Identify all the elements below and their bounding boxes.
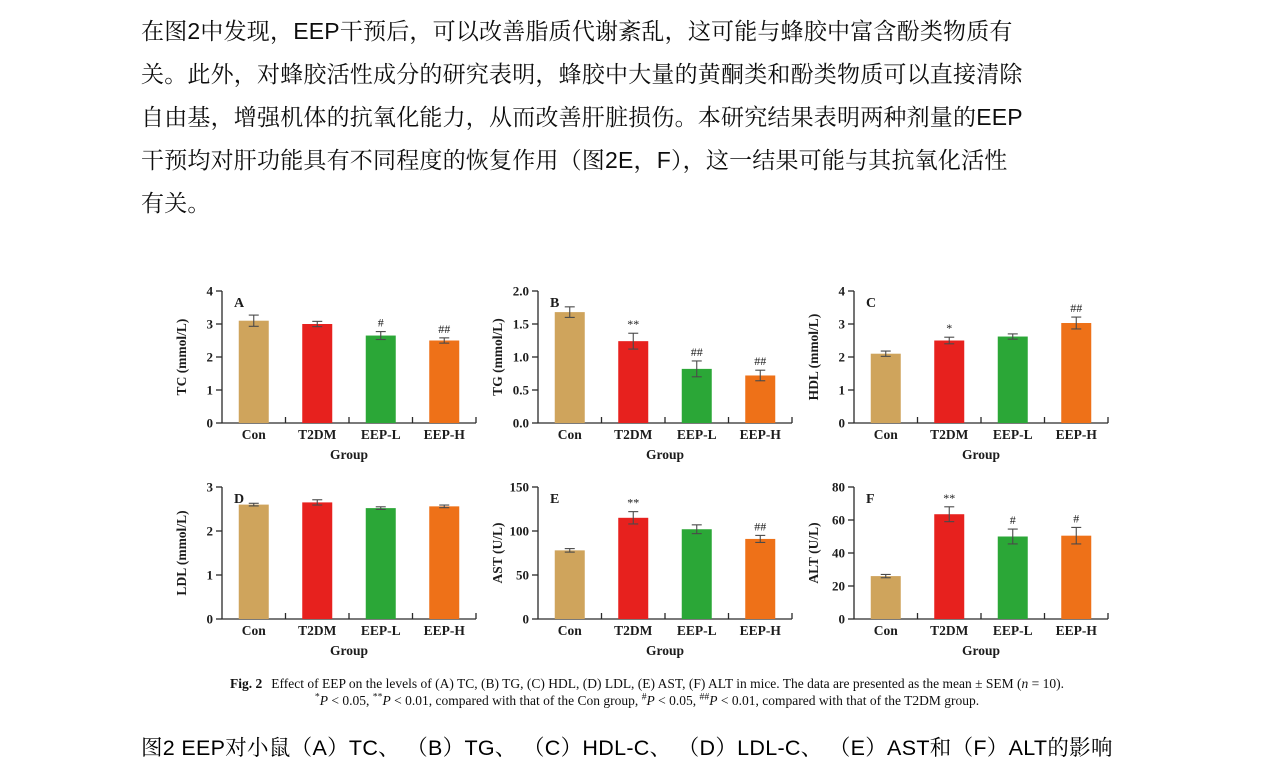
svg-text:Con: Con: [557, 427, 582, 442]
chart-panel-d-ldl: [172, 477, 484, 671]
svg-text:T2DM: T2DM: [614, 427, 653, 442]
svg-text:EEP-L: EEP-L: [992, 623, 1033, 638]
svg-text:1: 1: [206, 567, 213, 583]
figure-caption-line1: [172, 675, 1122, 692]
svg-text:D: D: [234, 492, 245, 507]
paragraph-line: 自由基，增强机体的抗氧化能力，从而改善肝脏损伤。本研究结果表明两种剂量的EEP: [141, 104, 1023, 130]
svg-text:3: 3: [838, 316, 845, 332]
svg-text:80: 80: [832, 479, 845, 495]
p-italic: P: [709, 693, 718, 708]
svg-text:T2DM: T2DM: [614, 623, 653, 638]
svg-text:A: A: [234, 296, 245, 311]
svg-text:##: ##: [438, 321, 451, 336]
svg-text:0: 0: [206, 415, 213, 431]
p-italic: P: [382, 693, 391, 708]
svg-text:2: 2: [838, 349, 845, 365]
svg-text:100: 100: [509, 523, 529, 539]
svg-text:##: ##: [754, 519, 767, 534]
sig-star: *: [314, 691, 320, 703]
svg-text:E: E: [550, 492, 560, 507]
svg-text:4: 4: [206, 283, 213, 299]
svg-text:150: 150: [509, 479, 529, 495]
chart-panel-e-ast: [488, 477, 800, 671]
caption-text: < 0.05,: [328, 693, 373, 708]
paragraph: [141, 10, 1176, 225]
svg-text:EEP-H: EEP-H: [739, 623, 781, 638]
svg-text:EEP-L: EEP-L: [676, 427, 717, 442]
caption-text: < 0.01, compared with that of the Con group,: [390, 693, 642, 708]
svg-text:##: ##: [690, 344, 703, 359]
svg-text:**: **: [943, 490, 956, 505]
svg-text:2: 2: [206, 349, 213, 365]
svg-text:**: **: [627, 317, 640, 332]
svg-text:T2DM: T2DM: [298, 623, 337, 638]
svg-text:TG (mmol/L): TG (mmol/L): [490, 318, 505, 396]
svg-text:TC (mmol/L): TC (mmol/L): [174, 318, 189, 396]
svg-text:EEP-H: EEP-H: [423, 623, 465, 638]
svg-text:0.0: 0.0: [512, 415, 529, 431]
svg-text:0.5: 0.5: [512, 382, 529, 398]
paragraph-line: 干预均对肝功能具有不同程度的恢复作用（图2E，F），这一结果可能与其抗氧化活性: [141, 147, 1008, 173]
figure-caption-n: n: [1021, 676, 1029, 691]
p-italic: P: [319, 693, 329, 708]
svg-text:##: ##: [754, 354, 767, 369]
svg-text:EEP-L: EEP-L: [360, 427, 401, 442]
svg-text:EEP-H: EEP-H: [1055, 623, 1097, 638]
sig-hash: #: [641, 691, 647, 703]
svg-text:Con: Con: [557, 623, 582, 638]
svg-text:2.0: 2.0: [512, 283, 529, 299]
svg-text:Con: Con: [873, 623, 898, 638]
svg-text:EEP-L: EEP-L: [360, 623, 401, 638]
chart-panel-a-tc: [172, 281, 484, 475]
svg-text:Group: Group: [645, 447, 685, 462]
svg-text:60: 60: [832, 512, 845, 528]
svg-text:0: 0: [838, 611, 845, 627]
paragraph-line: 有关。: [141, 190, 211, 216]
svg-text:0: 0: [522, 611, 529, 627]
svg-text:Con: Con: [241, 623, 266, 638]
svg-text:Group: Group: [961, 643, 1001, 658]
paragraph-line: 在图2中发现，EEP干预后，可以改善脂质代谢紊乱，这可能与蜂胶中富含酚类物质有: [141, 18, 1013, 44]
chart-grid: [172, 281, 1122, 671]
figure-2: [172, 281, 1122, 709]
svg-text:##: ##: [1070, 301, 1083, 316]
svg-text:3: 3: [206, 316, 213, 332]
svg-text:B: B: [550, 296, 560, 311]
figure-caption-chinese: 图2 EEP对小鼠（A）TC、 （B）TG、 （C）HDL-C、 （D）LDL-C、 （E）AST和（F）ALT的影响: [141, 736, 1113, 760]
chart-panel-f-alt: [804, 477, 1116, 671]
svg-text:#: #: [377, 315, 384, 330]
figure-caption-label: Fig. 2: [230, 676, 263, 691]
caption-text: < 0.01, compared with that of the T2DM group.: [717, 693, 980, 708]
caption-text: < 0.05,: [654, 693, 700, 708]
svg-text:3: 3: [206, 479, 213, 495]
svg-text:AST (U/L): AST (U/L): [490, 522, 505, 584]
svg-text:Group: Group: [961, 447, 1001, 462]
svg-text:T2DM: T2DM: [298, 427, 337, 442]
svg-text:Group: Group: [645, 643, 685, 658]
svg-text:#: #: [1073, 511, 1080, 526]
svg-text:0: 0: [838, 415, 845, 431]
svg-text:Con: Con: [241, 427, 266, 442]
svg-text:LDL (mmol/L): LDL (mmol/L): [174, 510, 189, 596]
svg-text:Group: Group: [329, 447, 369, 462]
svg-text:Con: Con: [873, 427, 898, 442]
svg-text:1.5: 1.5: [512, 316, 529, 332]
svg-text:EEP-L: EEP-L: [676, 623, 717, 638]
svg-text:1: 1: [206, 382, 213, 398]
svg-text:20: 20: [832, 578, 845, 594]
svg-text:0: 0: [206, 611, 213, 627]
paragraph-line: 关。此外，对蜂胶活性成分的研究表明，蜂胶中大量的黄酮类和酚类物质可以直接清除: [141, 61, 1023, 87]
figure-caption: [172, 675, 1122, 709]
sig-double-hash: ##: [699, 691, 710, 703]
svg-text:HDL (mmol/L): HDL (mmol/L): [806, 313, 821, 401]
svg-text:1: 1: [838, 382, 845, 398]
svg-text:1.0: 1.0: [512, 349, 529, 365]
svg-text:4: 4: [838, 283, 845, 299]
p-italic: P: [646, 693, 655, 708]
figure-caption-body: Effect of EEP on the levels of (A) TC, (B) TG, (C) HDL, (D) LDL, (E) AST, (F) ALT in mice. The data are presented as the mean ± SEM (: [271, 676, 1022, 691]
svg-text:C: C: [866, 296, 877, 311]
figure-caption-line2: [172, 692, 1122, 709]
svg-text:ALT (U/L): ALT (U/L): [806, 522, 821, 584]
svg-text:40: 40: [832, 545, 845, 561]
svg-text:EEP-H: EEP-H: [423, 427, 465, 442]
svg-text:**: **: [627, 495, 640, 510]
svg-text:#: #: [1009, 513, 1016, 528]
svg-text:Group: Group: [329, 643, 369, 658]
svg-text:*: *: [946, 321, 953, 336]
svg-text:EEP-H: EEP-H: [739, 427, 781, 442]
svg-text:F: F: [866, 492, 875, 507]
figure-caption-tail: = 10).: [1028, 676, 1064, 691]
chart-panel-c-hdl: [804, 281, 1116, 475]
svg-text:T2DM: T2DM: [930, 427, 969, 442]
sig-double-star: **: [372, 691, 383, 703]
svg-text:EEP-L: EEP-L: [992, 427, 1033, 442]
svg-text:EEP-H: EEP-H: [1055, 427, 1097, 442]
chart-panel-b-tg: [488, 281, 800, 475]
svg-text:50: 50: [516, 567, 529, 583]
svg-text:2: 2: [206, 523, 213, 539]
svg-text:T2DM: T2DM: [930, 623, 969, 638]
